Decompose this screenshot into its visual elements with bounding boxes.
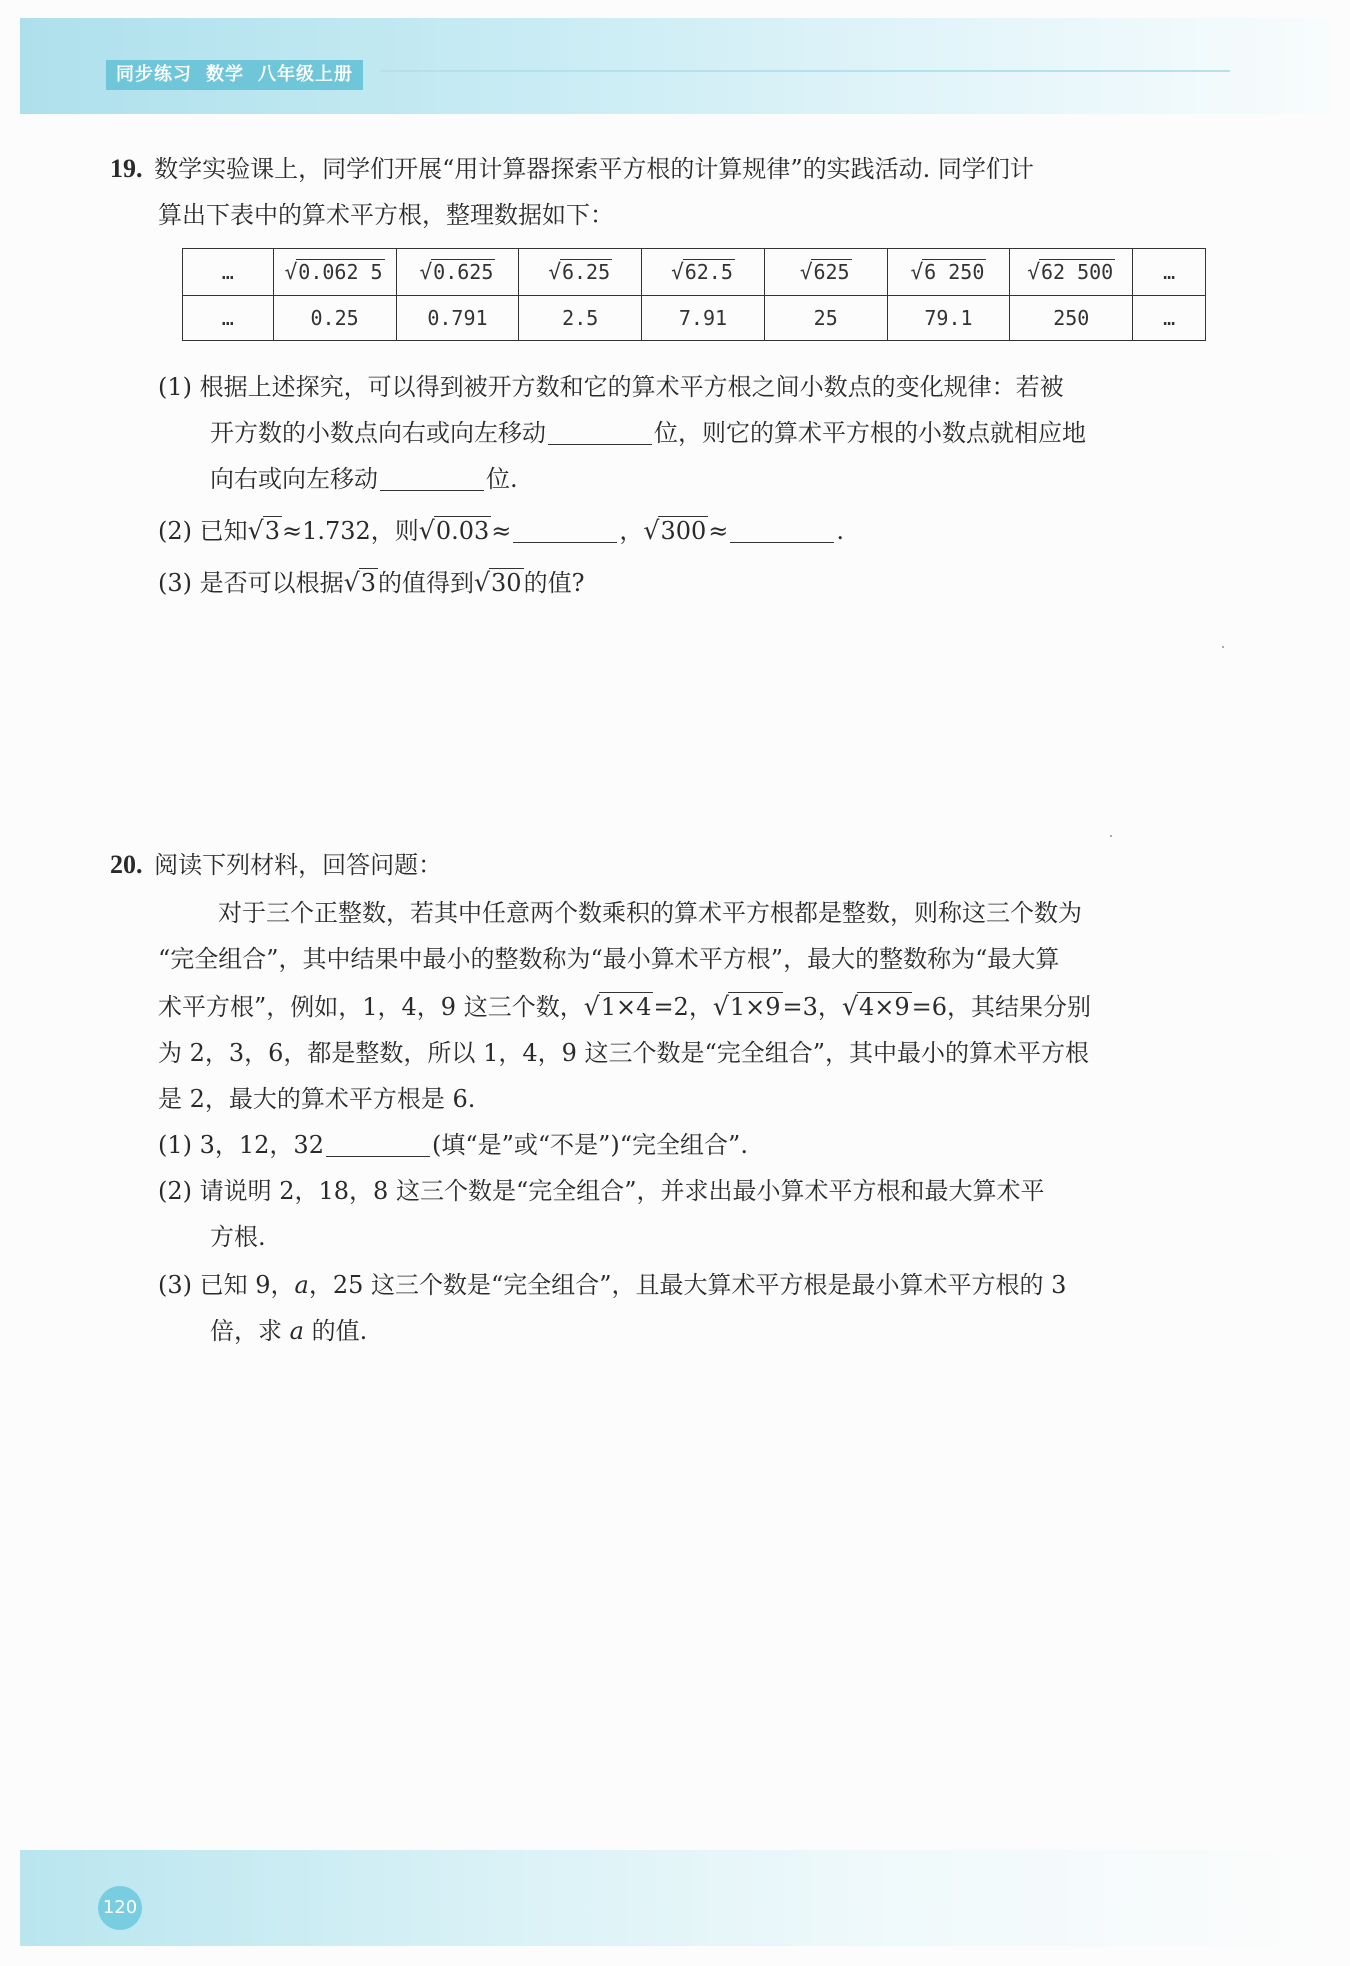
book-title-label — [106, 60, 363, 90]
page-number: 120 — [98, 1886, 142, 1930]
book-subject: 数学 — [206, 64, 244, 85]
q19-part3 — [158, 566, 584, 600]
q19-part1-text-c: 向右或向左移动 — [210, 465, 378, 493]
q19-part3-text-c: 的值? — [523, 569, 585, 597]
q20-part3-text-d: 的值. — [303, 1317, 368, 1345]
table-cell: 7.91 — [642, 296, 765, 341]
sqrt-symbol: √1×4 — [583, 992, 652, 1021]
q19-number: 19. — [110, 154, 143, 183]
sqrt-symbol: √1×9 — [712, 992, 781, 1021]
sqrt-symbol: √300 — [643, 516, 707, 545]
table-cell: √62 500 — [1010, 249, 1133, 296]
table-cell: … — [183, 296, 274, 341]
q19-part2-text-a: (2) 已知 — [158, 517, 248, 545]
table-row — [183, 296, 1206, 341]
q20-part1-text-a: (1) 3，12，32 — [158, 1131, 324, 1159]
footer-band — [20, 1850, 1330, 1946]
table-cell: 2.5 — [519, 296, 642, 341]
book-series: 同步练习 — [116, 64, 192, 85]
answer-blank[interactable] — [730, 520, 834, 543]
table-cell: 79.1 — [887, 296, 1010, 341]
book-grade: 八年级上册 — [258, 64, 353, 85]
variable-a: a — [294, 1271, 309, 1299]
table-cell: 25 — [764, 296, 887, 341]
q20-part3-line2 — [210, 1314, 367, 1348]
q19-part1-text-d: 位. — [486, 465, 518, 493]
q19-part2 — [158, 514, 844, 548]
answer-blank[interactable] — [326, 1134, 430, 1157]
q20-part1-text-b: (填“是”或“不是”)“完全组合”. — [431, 1131, 748, 1159]
table-cell: √625 — [764, 249, 887, 296]
table-cell: √0.062 5 — [273, 249, 396, 296]
q20-part3-text-b: ，25 这三个数是“完全组合”，且最大算术平方根是最小算术平方根的 3 — [308, 1271, 1067, 1299]
q20-part3-text-c: 倍，求 — [210, 1317, 290, 1345]
q19-part1-text-a: 开方数的小数点向右或向左移动 — [210, 419, 546, 447]
table-cell: 250 — [1010, 296, 1133, 341]
sqrt-symbol: √0.03 — [418, 516, 490, 545]
q20-title-text: 阅读下列材料，回答问题： — [154, 851, 443, 879]
q19-part2-text-d: ， — [619, 517, 644, 545]
q20-part1 — [158, 1128, 748, 1162]
variable-a: a — [289, 1317, 304, 1345]
table-cell: √0.625 — [396, 249, 519, 296]
sqrt-data-table — [182, 248, 1206, 341]
sqrt-symbol: √3 — [343, 568, 376, 597]
q20-material-line4: 为 2，3，6，都是整数，所以 1，4，9 这三个数是“完全组合”，其中最小的算术平方根 — [158, 1039, 1090, 1067]
sqrt-symbol: √3 — [247, 516, 280, 545]
q20-material-text-d: =6，其结果分别 — [911, 993, 1092, 1021]
q19-part2-text-b: ≈1.732，则 — [281, 517, 419, 545]
q20-material-text-c: =3， — [782, 993, 842, 1021]
q19-text1: 数学实验课上，同学们开展“用计算器探索平方根的计算规律”的实践活动. 同学们计 — [154, 155, 1034, 183]
q20-part3-line1 — [158, 1268, 1066, 1302]
q19-part1-line1: (1) 根据上述探究，可以得到被开方数和它的算术平方根之间小数点的变化规律：若被 — [158, 373, 1064, 401]
q20-part3-text-a: (3) 已知 9， — [158, 1271, 295, 1299]
q19-part2-text-e: ≈ — [708, 517, 729, 545]
q19-part1-line2 — [210, 416, 1086, 450]
q19-line2: 算出下表中的算术平方根，整理数据如下： — [158, 201, 614, 229]
q20-material-line1: 对于三个正整数，若其中任意两个数乘积的算术平方根都是整数，则称这三个数为 — [218, 899, 1082, 927]
sqrt-symbol: √30 — [473, 568, 522, 597]
scan-speck — [1110, 835, 1112, 837]
q20-part2-line1: (2) 请说明 2，18，8 这三个数是“完全组合”，并求出最小算术平方根和最大算术平 — [158, 1177, 1045, 1205]
q20-number: 20. — [110, 850, 143, 879]
scan-speck — [1222, 646, 1224, 648]
q20-material-line2: “完全组合”，其中结果中最小的整数称为“最小算术平方根”，最大的整数称为“最大算 — [158, 945, 1060, 973]
q19-part2-text-f: . — [836, 517, 845, 545]
q20-title — [110, 848, 442, 882]
q20-part2-line2: 方根. — [210, 1223, 266, 1251]
table-cell: √62.5 — [642, 249, 765, 296]
table-cell: √6.25 — [519, 249, 642, 296]
table-cell: … — [1133, 296, 1206, 341]
table-cell: … — [1133, 249, 1206, 296]
q20-material-line3 — [158, 990, 1091, 1024]
q19-part1-text-b: 位，则它的算术平方根的小数点就相应地 — [654, 419, 1086, 447]
table-cell: … — [183, 249, 274, 296]
q19-part3-text-b: 的值得到 — [377, 569, 474, 597]
q19-part1-line3 — [210, 462, 518, 496]
header-rule — [380, 70, 1230, 72]
answer-blank[interactable] — [548, 422, 652, 445]
sqrt-symbol: √4×9 — [841, 992, 910, 1021]
q20-material-line5: 是 2，最大的算术平方根是 6. — [158, 1085, 476, 1113]
answer-blank[interactable] — [380, 468, 484, 491]
answer-blank[interactable] — [513, 520, 617, 543]
table-row — [183, 249, 1206, 296]
q19-part3-text-a: (3) 是否可以根据 — [158, 569, 344, 597]
table-cell: √6 250 — [887, 249, 1010, 296]
q19-part2-text-c: ≈ — [491, 517, 512, 545]
table-cell: 0.791 — [396, 296, 519, 341]
table-cell: 0.25 — [273, 296, 396, 341]
q20-material-text-a: 术平方根”，例如，1，4，9 这三个数， — [158, 993, 584, 1021]
q20-material-text-b: =2， — [653, 993, 713, 1021]
q19-line1 — [110, 152, 1034, 186]
